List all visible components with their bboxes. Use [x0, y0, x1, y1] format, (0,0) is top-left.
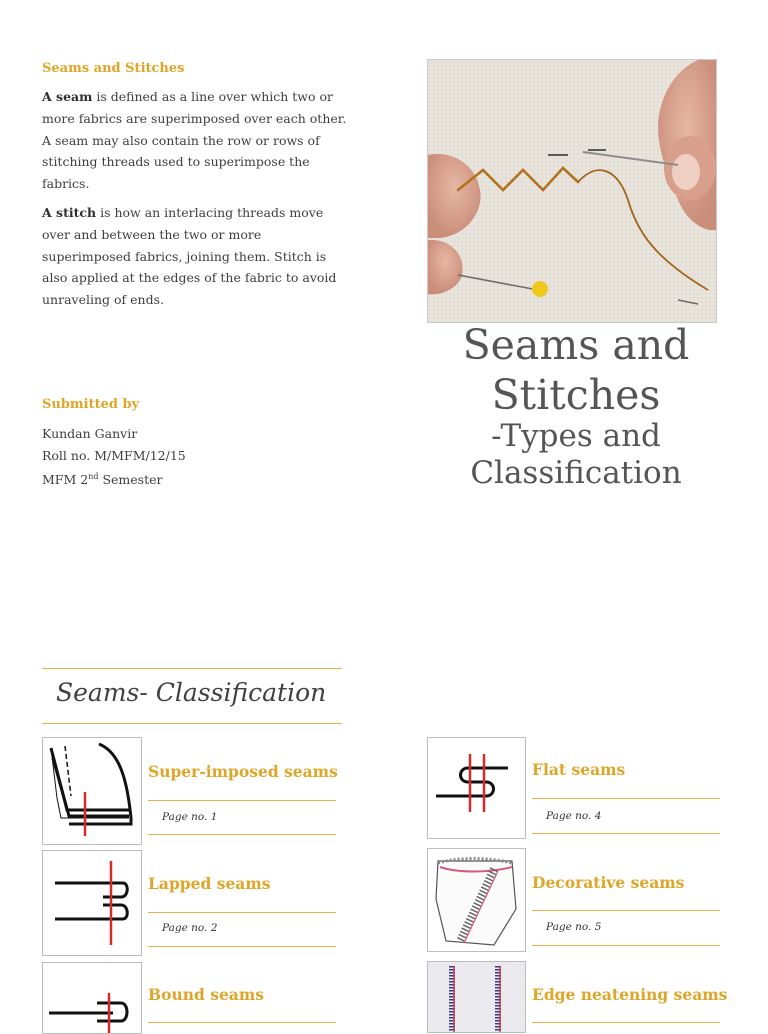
item-label-lapped[interactable]: Lapped seams: [148, 874, 271, 893]
edge-neatening-seam-icon: [427, 961, 526, 1033]
submitted-block: [42, 423, 186, 491]
title-line-2: Stitches: [491, 371, 661, 419]
seam-text: is defined as a line over which two or more fabrics are superimposed over each other. A seam may also contain the row or rows of stitching threads used to superimpose the fabrics.: [42, 89, 347, 192]
submitted-heading: Submitted by: [42, 397, 140, 412]
bound-seam-icon: [42, 962, 142, 1034]
item-label-bound[interactable]: Bound seams: [148, 985, 264, 1004]
divider: [42, 723, 342, 724]
page-ref-flat[interactable]: Page no. 4: [546, 810, 602, 822]
divider: [148, 912, 336, 913]
lapped-seam-icon: [42, 850, 142, 956]
author-name: Kundan Ganvir: [42, 426, 138, 441]
decorative-seam-icon: [427, 848, 526, 952]
roll-number: Roll no. M/MFM/12/15: [42, 447, 186, 463]
cover-title: [427, 320, 725, 492]
classification-title: Seams- Classification: [56, 678, 327, 707]
page-ref-decorative[interactable]: Page no. 5: [546, 921, 602, 933]
subtitle-line-2: Classification: [470, 455, 682, 491]
stitch-definition: [42, 202, 347, 311]
superimposed-seam-icon: [42, 737, 142, 845]
item-label-edge-neatening[interactable]: Edge neatening seams: [532, 985, 728, 1004]
page-ref-lapped[interactable]: Page no. 2: [162, 922, 218, 934]
seam-term: A seam: [42, 89, 93, 104]
semester: MFM 2nd Semester: [42, 472, 163, 488]
stitch-term: A stitch: [42, 205, 97, 220]
divider: [148, 800, 336, 801]
divider: [532, 798, 720, 799]
subtitle-line-1: -Types and: [491, 418, 661, 454]
divider: [148, 834, 336, 835]
divider: [532, 910, 720, 911]
divider: [532, 945, 720, 946]
item-label-flat[interactable]: Flat seams: [532, 760, 626, 779]
intro-heading: Seams and Stitches: [42, 61, 185, 76]
item-label-decorative[interactable]: Decorative seams: [532, 873, 685, 892]
page-ref-superimposed[interactable]: Page no. 1: [162, 811, 218, 823]
divider: [532, 1022, 720, 1023]
divider: [532, 833, 720, 834]
stitch-text: is how an interlacing threads move over and between the two or more superimposed fabrics, joining them. Stitch is also applied at the edges of the fabric to avoid unraveling of ends.: [42, 205, 337, 308]
title-line-1: Seams and: [462, 321, 690, 369]
divider: [148, 1022, 336, 1023]
stitching-photo: [427, 59, 717, 323]
divider: [42, 668, 342, 669]
seam-definition: [42, 86, 347, 195]
item-label-superimposed[interactable]: Super-imposed seams: [148, 762, 338, 781]
flat-seam-icon: [427, 737, 526, 839]
divider: [148, 946, 336, 947]
